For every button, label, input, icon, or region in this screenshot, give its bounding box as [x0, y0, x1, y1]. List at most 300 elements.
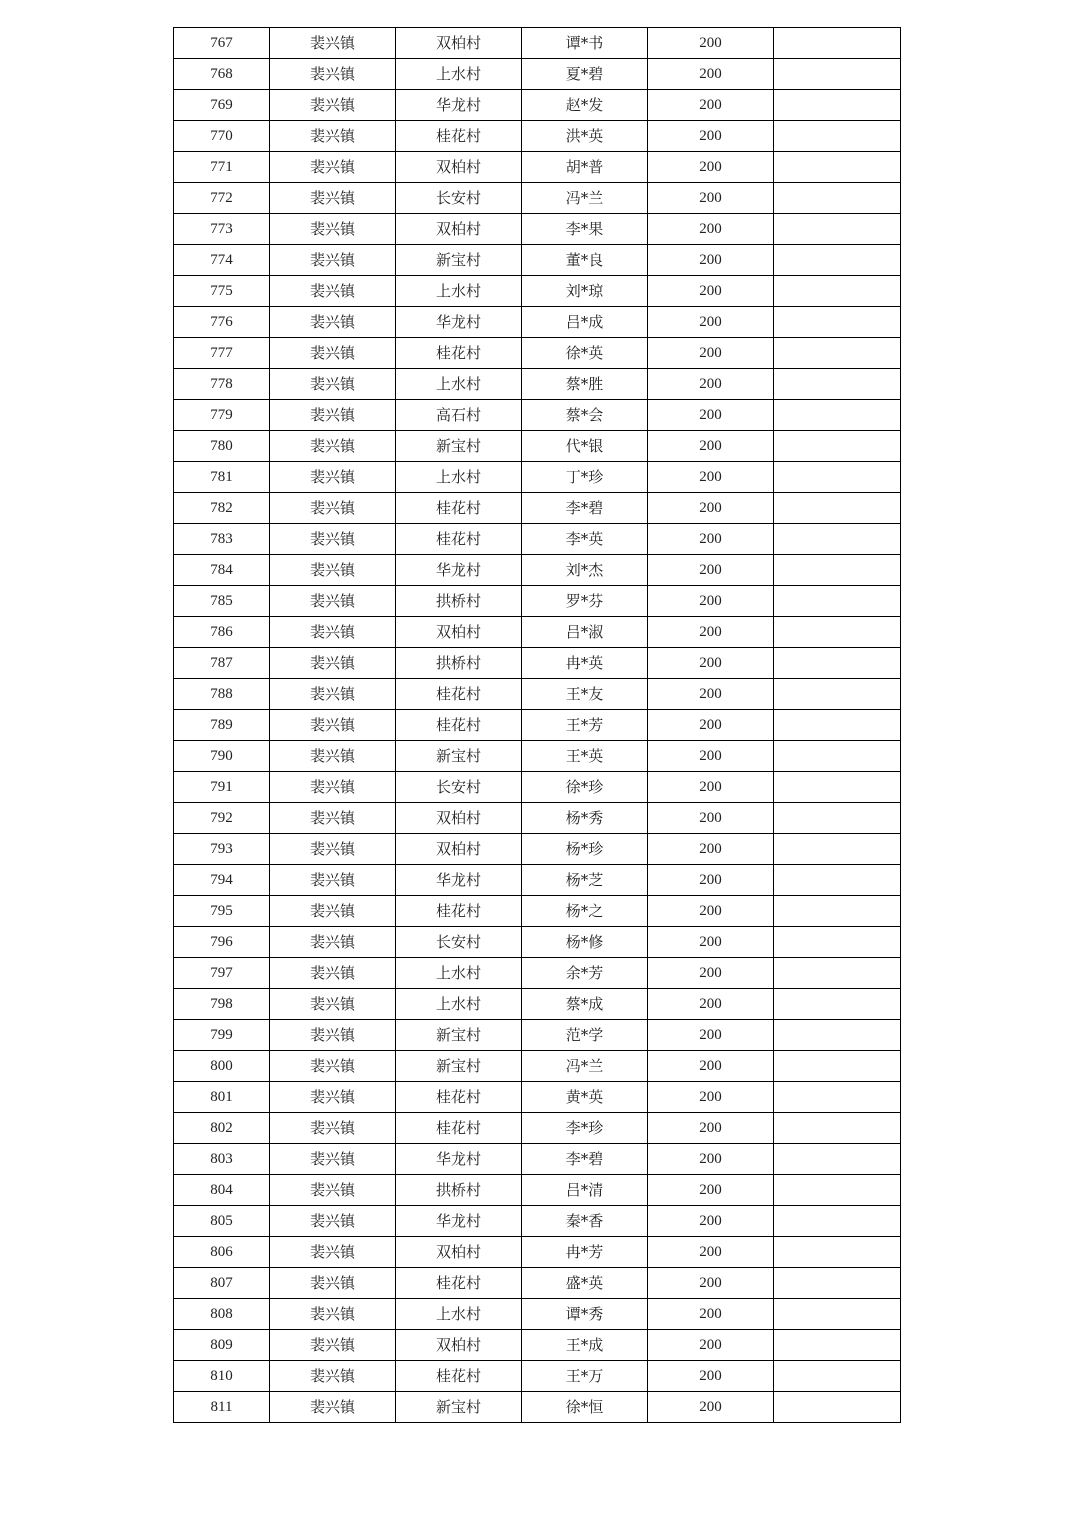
- recipient-name-cell: 王*英: [522, 741, 648, 772]
- amount-cell: 200: [648, 90, 774, 121]
- town-cell: 裴兴镇: [270, 1361, 396, 1392]
- village-cell: 新宝村: [396, 245, 522, 276]
- amount-cell: 200: [648, 400, 774, 431]
- serial-number-cell: 808: [174, 1299, 270, 1330]
- recipient-name-cell: 罗*芬: [522, 586, 648, 617]
- town-cell: 裴兴镇: [270, 710, 396, 741]
- amount-cell: 200: [648, 555, 774, 586]
- table-row: [174, 834, 901, 865]
- village-cell: 双柏村: [396, 834, 522, 865]
- table-row: [174, 493, 901, 524]
- remarks-cell: [774, 710, 901, 741]
- amount-cell: 200: [648, 183, 774, 214]
- table-row: [174, 1330, 901, 1361]
- table-row: [174, 214, 901, 245]
- amount-cell: 200: [648, 1020, 774, 1051]
- village-cell: 双柏村: [396, 28, 522, 59]
- remarks-cell: [774, 1330, 901, 1361]
- town-cell: 裴兴镇: [270, 1144, 396, 1175]
- town-cell: 裴兴镇: [270, 772, 396, 803]
- serial-number-cell: 792: [174, 803, 270, 834]
- remarks-cell: [774, 1299, 901, 1330]
- town-cell: 裴兴镇: [270, 1299, 396, 1330]
- remarks-cell: [774, 214, 901, 245]
- amount-cell: 200: [648, 834, 774, 865]
- recipient-name-cell: 蔡*成: [522, 989, 648, 1020]
- village-cell: 桂花村: [396, 710, 522, 741]
- recipient-name-cell: 冯*兰: [522, 1051, 648, 1082]
- recipient-name-cell: 杨*芝: [522, 865, 648, 896]
- village-cell: 双柏村: [396, 152, 522, 183]
- serial-number-cell: 782: [174, 493, 270, 524]
- table-row: [174, 989, 901, 1020]
- table-row: [174, 400, 901, 431]
- amount-cell: 200: [648, 1206, 774, 1237]
- serial-number-cell: 788: [174, 679, 270, 710]
- village-cell: 桂花村: [396, 679, 522, 710]
- remarks-cell: [774, 1144, 901, 1175]
- recipient-name-cell: 李*果: [522, 214, 648, 245]
- amount-cell: 200: [648, 679, 774, 710]
- serial-number-cell: 809: [174, 1330, 270, 1361]
- serial-number-cell: 810: [174, 1361, 270, 1392]
- amount-cell: 200: [648, 1330, 774, 1361]
- amount-cell: 200: [648, 214, 774, 245]
- table-row: [174, 431, 901, 462]
- village-cell: 拱桥村: [396, 648, 522, 679]
- table-row: [174, 1175, 901, 1206]
- amount-cell: 200: [648, 1392, 774, 1423]
- town-cell: 裴兴镇: [270, 1082, 396, 1113]
- village-cell: 上水村: [396, 462, 522, 493]
- remarks-cell: [774, 1051, 901, 1082]
- village-cell: 桂花村: [396, 1113, 522, 1144]
- town-cell: 裴兴镇: [270, 1113, 396, 1144]
- recipient-name-cell: 李*英: [522, 524, 648, 555]
- table-row: [174, 1020, 901, 1051]
- serial-number-cell: 783: [174, 524, 270, 555]
- remarks-cell: [774, 896, 901, 927]
- town-cell: 裴兴镇: [270, 524, 396, 555]
- serial-number-cell: 784: [174, 555, 270, 586]
- amount-cell: 200: [648, 59, 774, 90]
- serial-number-cell: 780: [174, 431, 270, 462]
- village-cell: 桂花村: [396, 121, 522, 152]
- serial-number-cell: 777: [174, 338, 270, 369]
- serial-number-cell: 805: [174, 1206, 270, 1237]
- amount-cell: 200: [648, 1144, 774, 1175]
- town-cell: 裴兴镇: [270, 1392, 396, 1423]
- serial-number-cell: 774: [174, 245, 270, 276]
- village-cell: 上水村: [396, 989, 522, 1020]
- table-row: [174, 1237, 901, 1268]
- recipient-name-cell: 洪*英: [522, 121, 648, 152]
- village-cell: 华龙村: [396, 1144, 522, 1175]
- town-cell: 裴兴镇: [270, 1237, 396, 1268]
- serial-number-cell: 802: [174, 1113, 270, 1144]
- village-cell: 桂花村: [396, 1082, 522, 1113]
- remarks-cell: [774, 90, 901, 121]
- serial-number-cell: 801: [174, 1082, 270, 1113]
- recipient-name-cell: 李*珍: [522, 1113, 648, 1144]
- town-cell: 裴兴镇: [270, 214, 396, 245]
- amount-cell: 200: [648, 958, 774, 989]
- village-cell: 双柏村: [396, 617, 522, 648]
- recipient-name-cell: 刘*杰: [522, 555, 648, 586]
- recipient-name-cell: 赵*发: [522, 90, 648, 121]
- town-cell: 裴兴镇: [270, 741, 396, 772]
- serial-number-cell: 773: [174, 214, 270, 245]
- serial-number-cell: 799: [174, 1020, 270, 1051]
- table-row: [174, 369, 901, 400]
- serial-number-cell: 811: [174, 1392, 270, 1423]
- recipient-name-cell: 范*学: [522, 1020, 648, 1051]
- town-cell: 裴兴镇: [270, 59, 396, 90]
- amount-cell: 200: [648, 648, 774, 679]
- serial-number-cell: 775: [174, 276, 270, 307]
- town-cell: 裴兴镇: [270, 276, 396, 307]
- remarks-cell: [774, 1020, 901, 1051]
- amount-cell: 200: [648, 245, 774, 276]
- remarks-cell: [774, 741, 901, 772]
- village-cell: 长安村: [396, 183, 522, 214]
- town-cell: 裴兴镇: [270, 152, 396, 183]
- serial-number-cell: 794: [174, 865, 270, 896]
- amount-cell: 200: [648, 1113, 774, 1144]
- amount-cell: 200: [648, 462, 774, 493]
- recipient-name-cell: 蔡*会: [522, 400, 648, 431]
- serial-number-cell: 771: [174, 152, 270, 183]
- remarks-cell: [774, 927, 901, 958]
- amount-cell: 200: [648, 772, 774, 803]
- village-cell: 拱桥村: [396, 586, 522, 617]
- table-row: [174, 462, 901, 493]
- village-cell: 桂花村: [396, 524, 522, 555]
- recipient-name-cell: 杨*秀: [522, 803, 648, 834]
- town-cell: 裴兴镇: [270, 896, 396, 927]
- amount-cell: 200: [648, 276, 774, 307]
- town-cell: 裴兴镇: [270, 1020, 396, 1051]
- serial-number-cell: 778: [174, 369, 270, 400]
- table-row: [174, 338, 901, 369]
- remarks-cell: [774, 59, 901, 90]
- amount-cell: 200: [648, 524, 774, 555]
- serial-number-cell: 767: [174, 28, 270, 59]
- amount-cell: 200: [648, 152, 774, 183]
- amount-cell: 200: [648, 121, 774, 152]
- amount-cell: 200: [648, 1299, 774, 1330]
- serial-number-cell: 770: [174, 121, 270, 152]
- village-cell: 高石村: [396, 400, 522, 431]
- table-row: [174, 1361, 901, 1392]
- table-row: [174, 927, 901, 958]
- serial-number-cell: 790: [174, 741, 270, 772]
- village-cell: 新宝村: [396, 1051, 522, 1082]
- serial-number-cell: 781: [174, 462, 270, 493]
- serial-number-cell: 797: [174, 958, 270, 989]
- recipient-name-cell: 蔡*胜: [522, 369, 648, 400]
- amount-cell: 200: [648, 617, 774, 648]
- table-row: [174, 555, 901, 586]
- village-cell: 新宝村: [396, 741, 522, 772]
- recipient-name-cell: 吕*淑: [522, 617, 648, 648]
- serial-number-cell: 795: [174, 896, 270, 927]
- serial-number-cell: 769: [174, 90, 270, 121]
- recipient-name-cell: 黄*英: [522, 1082, 648, 1113]
- village-cell: 上水村: [396, 958, 522, 989]
- serial-number-cell: 787: [174, 648, 270, 679]
- recipient-name-cell: 王*成: [522, 1330, 648, 1361]
- table-row: [174, 1268, 901, 1299]
- village-cell: 上水村: [396, 276, 522, 307]
- village-cell: 华龙村: [396, 865, 522, 896]
- table-row: [174, 803, 901, 834]
- table-row: [174, 896, 901, 927]
- remarks-cell: [774, 524, 901, 555]
- table-row: [174, 1144, 901, 1175]
- remarks-cell: [774, 28, 901, 59]
- recipient-name-cell: 杨*之: [522, 896, 648, 927]
- town-cell: 裴兴镇: [270, 1206, 396, 1237]
- serial-number-cell: 806: [174, 1237, 270, 1268]
- town-cell: 裴兴镇: [270, 865, 396, 896]
- remarks-cell: [774, 834, 901, 865]
- village-cell: 新宝村: [396, 1392, 522, 1423]
- town-cell: 裴兴镇: [270, 1051, 396, 1082]
- serial-number-cell: 768: [174, 59, 270, 90]
- table-row: [174, 276, 901, 307]
- recipient-name-cell: 吕*成: [522, 307, 648, 338]
- village-cell: 华龙村: [396, 555, 522, 586]
- village-cell: 双柏村: [396, 214, 522, 245]
- amount-cell: 200: [648, 586, 774, 617]
- remarks-cell: [774, 1206, 901, 1237]
- town-cell: 裴兴镇: [270, 1268, 396, 1299]
- amount-cell: 200: [648, 1051, 774, 1082]
- recipient-name-cell: 谭*秀: [522, 1299, 648, 1330]
- remarks-cell: [774, 586, 901, 617]
- village-cell: 新宝村: [396, 431, 522, 462]
- table-row: [174, 245, 901, 276]
- town-cell: 裴兴镇: [270, 679, 396, 710]
- remarks-cell: [774, 648, 901, 679]
- serial-number-cell: 772: [174, 183, 270, 214]
- village-cell: 华龙村: [396, 90, 522, 121]
- recipient-name-cell: 徐*英: [522, 338, 648, 369]
- amount-cell: 200: [648, 1175, 774, 1206]
- remarks-cell: [774, 462, 901, 493]
- table-row: [174, 90, 901, 121]
- recipient-name-cell: 冯*兰: [522, 183, 648, 214]
- serial-number-cell: 776: [174, 307, 270, 338]
- remarks-cell: [774, 1082, 901, 1113]
- amount-cell: 200: [648, 1237, 774, 1268]
- town-cell: 裴兴镇: [270, 586, 396, 617]
- recipient-name-cell: 吕*清: [522, 1175, 648, 1206]
- table-row: [174, 1082, 901, 1113]
- table-row: [174, 741, 901, 772]
- town-cell: 裴兴镇: [270, 90, 396, 121]
- amount-cell: 200: [648, 865, 774, 896]
- town-cell: 裴兴镇: [270, 989, 396, 1020]
- remarks-cell: [774, 307, 901, 338]
- town-cell: 裴兴镇: [270, 648, 396, 679]
- village-cell: 双柏村: [396, 803, 522, 834]
- amount-cell: 200: [648, 1268, 774, 1299]
- table-row: [174, 865, 901, 896]
- table-row: [174, 772, 901, 803]
- village-cell: 华龙村: [396, 307, 522, 338]
- amount-cell: 200: [648, 1082, 774, 1113]
- village-cell: 长安村: [396, 772, 522, 803]
- town-cell: 裴兴镇: [270, 958, 396, 989]
- amount-cell: 200: [648, 741, 774, 772]
- recipient-name-cell: 董*良: [522, 245, 648, 276]
- serial-number-cell: 793: [174, 834, 270, 865]
- table-row: [174, 648, 901, 679]
- table-row: [174, 28, 901, 59]
- town-cell: 裴兴镇: [270, 803, 396, 834]
- remarks-cell: [774, 183, 901, 214]
- remarks-cell: [774, 679, 901, 710]
- serial-number-cell: 807: [174, 1268, 270, 1299]
- table-row: [174, 958, 901, 989]
- table-row: [174, 524, 901, 555]
- amount-cell: 200: [648, 431, 774, 462]
- village-cell: 拱桥村: [396, 1175, 522, 1206]
- village-cell: 华龙村: [396, 1206, 522, 1237]
- table-row: [174, 1113, 901, 1144]
- village-cell: 双柏村: [396, 1237, 522, 1268]
- town-cell: 裴兴镇: [270, 555, 396, 586]
- town-cell: 裴兴镇: [270, 121, 396, 152]
- remarks-cell: [774, 803, 901, 834]
- table-row: [174, 1299, 901, 1330]
- remarks-cell: [774, 1392, 901, 1423]
- table-row: [174, 183, 901, 214]
- table-row: [174, 710, 901, 741]
- town-cell: 裴兴镇: [270, 1330, 396, 1361]
- amount-cell: 200: [648, 989, 774, 1020]
- village-cell: 上水村: [396, 59, 522, 90]
- village-cell: 桂花村: [396, 896, 522, 927]
- remarks-cell: [774, 493, 901, 524]
- amount-cell: 200: [648, 493, 774, 524]
- remarks-cell: [774, 276, 901, 307]
- remarks-cell: [774, 865, 901, 896]
- recipient-name-cell: 余*芳: [522, 958, 648, 989]
- village-cell: 长安村: [396, 927, 522, 958]
- table-row: [174, 59, 901, 90]
- remarks-cell: [774, 121, 901, 152]
- amount-cell: 200: [648, 710, 774, 741]
- village-cell: 桂花村: [396, 338, 522, 369]
- remarks-cell: [774, 1237, 901, 1268]
- recipient-name-cell: 冉*芳: [522, 1237, 648, 1268]
- village-cell: 桂花村: [396, 1361, 522, 1392]
- village-cell: 新宝村: [396, 1020, 522, 1051]
- town-cell: 裴兴镇: [270, 28, 396, 59]
- remarks-cell: [774, 989, 901, 1020]
- table-row: [174, 586, 901, 617]
- remarks-cell: [774, 369, 901, 400]
- serial-number-cell: 803: [174, 1144, 270, 1175]
- amount-cell: 200: [648, 803, 774, 834]
- amount-cell: 200: [648, 896, 774, 927]
- serial-number-cell: 786: [174, 617, 270, 648]
- recipient-name-cell: 杨*修: [522, 927, 648, 958]
- town-cell: 裴兴镇: [270, 369, 396, 400]
- town-cell: 裴兴镇: [270, 617, 396, 648]
- amount-cell: 200: [648, 28, 774, 59]
- amount-cell: 200: [648, 307, 774, 338]
- table-body: [174, 28, 901, 1423]
- recipient-name-cell: 王*友: [522, 679, 648, 710]
- amount-cell: 200: [648, 369, 774, 400]
- remarks-cell: [774, 617, 901, 648]
- recipient-name-cell: 刘*琼: [522, 276, 648, 307]
- serial-number-cell: 779: [174, 400, 270, 431]
- town-cell: 裴兴镇: [270, 245, 396, 276]
- table-row: [174, 617, 901, 648]
- remarks-cell: [774, 1113, 901, 1144]
- recipient-name-cell: 秦*香: [522, 1206, 648, 1237]
- town-cell: 裴兴镇: [270, 307, 396, 338]
- town-cell: 裴兴镇: [270, 400, 396, 431]
- town-cell: 裴兴镇: [270, 834, 396, 865]
- town-cell: 裴兴镇: [270, 493, 396, 524]
- town-cell: 裴兴镇: [270, 927, 396, 958]
- village-cell: 双柏村: [396, 1330, 522, 1361]
- village-cell: 桂花村: [396, 493, 522, 524]
- serial-number-cell: 798: [174, 989, 270, 1020]
- serial-number-cell: 789: [174, 710, 270, 741]
- serial-number-cell: 804: [174, 1175, 270, 1206]
- remarks-cell: [774, 555, 901, 586]
- serial-number-cell: 791: [174, 772, 270, 803]
- recipient-name-cell: 王*万: [522, 1361, 648, 1392]
- town-cell: 裴兴镇: [270, 338, 396, 369]
- serial-number-cell: 785: [174, 586, 270, 617]
- village-cell: 桂花村: [396, 1268, 522, 1299]
- table-row: [174, 1051, 901, 1082]
- recipient-name-cell: 李*碧: [522, 1144, 648, 1175]
- remarks-cell: [774, 431, 901, 462]
- village-cell: 上水村: [396, 1299, 522, 1330]
- town-cell: 裴兴镇: [270, 431, 396, 462]
- amount-cell: 200: [648, 338, 774, 369]
- remarks-cell: [774, 400, 901, 431]
- recipient-name-cell: 王*芳: [522, 710, 648, 741]
- amount-cell: 200: [648, 1361, 774, 1392]
- recipient-name-cell: 丁*珍: [522, 462, 648, 493]
- table-row: [174, 152, 901, 183]
- remarks-cell: [774, 1175, 901, 1206]
- remarks-cell: [774, 1361, 901, 1392]
- recipient-name-cell: 冉*英: [522, 648, 648, 679]
- table-row: [174, 1206, 901, 1237]
- recipient-name-cell: 谭*书: [522, 28, 648, 59]
- town-cell: 裴兴镇: [270, 1175, 396, 1206]
- recipient-name-cell: 徐*珍: [522, 772, 648, 803]
- recipient-name-cell: 杨*珍: [522, 834, 648, 865]
- table-row: [174, 1392, 901, 1423]
- remarks-cell: [774, 958, 901, 989]
- recipient-name-cell: 盛*英: [522, 1268, 648, 1299]
- town-cell: 裴兴镇: [270, 462, 396, 493]
- table-row: [174, 679, 901, 710]
- remarks-cell: [774, 1268, 901, 1299]
